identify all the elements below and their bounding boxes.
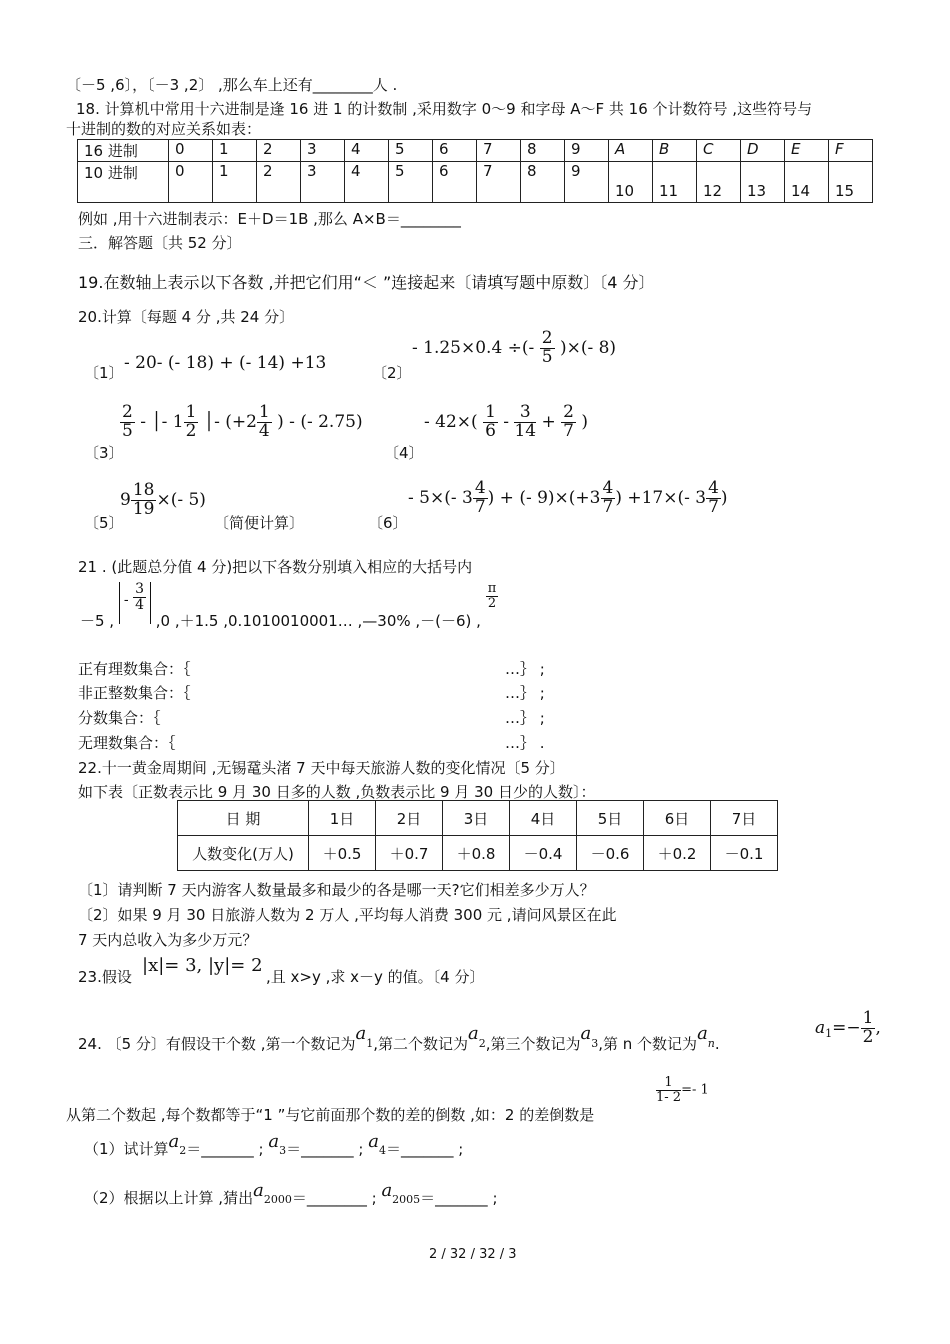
hex-cell: 3 [301, 140, 345, 162]
frac-num: 1 [185, 402, 197, 422]
expr-part: - 1.25×0.4 ÷(- [412, 337, 535, 358]
expr-part: ) +17×(- 3 [615, 487, 707, 508]
var-a: a [580, 1023, 592, 1044]
set-label: 分数集合：｛ [78, 709, 161, 727]
q20-title: 20.计算〔每题 4 分 ,共 24 分〕 [78, 308, 295, 326]
set-label: 正有理数集合：｛ [78, 660, 191, 678]
frac-den: 7 [602, 496, 614, 517]
set-label: 无理数集合：｛ [78, 734, 176, 752]
q24-text: ,第 n 个数记为 [598, 1035, 698, 1053]
tour-header-label: 日 期 [178, 801, 309, 836]
tour-change: ＋0.5 [309, 836, 376, 871]
subscript: 2 [478, 1037, 486, 1050]
hex-cell: 6 [433, 140, 477, 162]
frac-num: 4 [474, 478, 486, 498]
expr-part: 9 [120, 489, 131, 510]
hex-cell: 7 [477, 140, 521, 162]
frac-num: 4 [602, 478, 614, 498]
q22-title: 22.十一黄金周期间 ,无锡鼋头渚 7 天中每天旅游人数的变化情况〔5 分〕 [78, 759, 565, 777]
set-end: …｝ ; [505, 684, 545, 702]
q22-part1: 〔1〕请判断 7 天内游客人数量最多和最少的各是哪一天?它们相差多少万人？ [78, 881, 595, 899]
frac-num: 2 [122, 402, 133, 422]
frac-num: π [487, 581, 497, 596]
hex-cell: A [609, 140, 653, 162]
page-number: 2 / 32 / 32 / 3 [429, 1247, 517, 1262]
dec-cell: 1 [213, 162, 257, 203]
subscript: 4 [378, 1144, 386, 1157]
expr-part: + [541, 411, 556, 432]
tour-change: －0.1 [711, 836, 778, 871]
q21-title: 21 . (此题总分值 4 分)把以下各数分别填入相应的大括号内 [78, 558, 473, 576]
q24-part2 [84, 1180, 498, 1210]
expr-part: ) [581, 411, 589, 432]
frac-den: 4 [258, 420, 270, 441]
frac-den: 7 [474, 496, 486, 517]
frac-num: 1 [862, 1008, 874, 1028]
hex-cell: D [741, 140, 785, 162]
dec-cell: 8 [521, 162, 565, 203]
set-end: …｝ . [505, 734, 545, 752]
hex-cell: 0 [169, 140, 213, 162]
frac-den: 7 [563, 420, 574, 441]
q21-numbers [80, 581, 498, 630]
subscript: 1 [825, 1026, 833, 1040]
hex-cell: B [653, 140, 697, 162]
expr-part: =− [832, 1017, 861, 1038]
tour-day: 1日 [309, 801, 376, 836]
answer-blank[interactable]: ＝_______ ; [186, 1140, 264, 1158]
frac-den: 14 [514, 420, 537, 441]
dec-cell: 4 [345, 162, 389, 203]
frac-den: 2 [185, 420, 197, 441]
frac-den: 5 [122, 420, 133, 441]
expr-part: │- (+2 [203, 411, 257, 432]
dec-cell: 15 [829, 162, 873, 203]
expr-part: =- 1 [681, 1082, 709, 1098]
q24-line2: 从第二个数起 ,每个数都等于“1 ”与它前面那个数的差的倒数 ,如：2 的差倒数是 [66, 1106, 595, 1124]
hex-cell: 9 [565, 140, 609, 162]
var-a: a [468, 1023, 479, 1044]
section-heading: 三．解答题〔共 52 分〕 [78, 234, 242, 252]
q20-expr-4 [424, 404, 588, 441]
dec-cell: 2 [257, 162, 301, 203]
frac-num: 1 [656, 1076, 681, 1091]
subscript: 1 [366, 1037, 374, 1050]
expr-part: , [875, 1017, 881, 1038]
answer-blank[interactable]: ＝_______ ; [385, 1140, 464, 1158]
expr-part: - [123, 592, 129, 608]
q24-text: （2）根据以上计算 ,猜出 [84, 1189, 254, 1207]
var-a: a [355, 1023, 367, 1044]
abs-value [119, 582, 151, 624]
subscript: n [707, 1037, 715, 1050]
dec-cell: 14 [785, 162, 829, 203]
q20-note-5: 〔简便计算〕 [214, 514, 305, 532]
frac-den: 7 [708, 496, 719, 517]
subscript: 2 [179, 1144, 187, 1157]
var-a: a [815, 1017, 826, 1038]
dec-cell: 11 [653, 162, 697, 203]
tour-day: 7日 [711, 801, 778, 836]
hex-cell: C [697, 140, 741, 162]
expr-part: - 42×( [424, 411, 478, 432]
q20-label-6: 〔6〕 [368, 514, 408, 532]
q24-example-frac [656, 1076, 709, 1104]
q20-expr-3 [120, 404, 363, 441]
hex-cell: 4 [345, 140, 389, 162]
dec-cell: 12 [697, 162, 741, 203]
frac-den: 1- 2 [656, 1089, 682, 1105]
hex-table [77, 139, 873, 203]
hex-row-label: 16 进制 [78, 140, 169, 162]
expr-part: - [503, 411, 510, 432]
dec-cell: 10 [609, 162, 653, 203]
var-a: a [381, 1180, 393, 1201]
carryover-line: 〔－5 ,6〕，〔－3 ,2〕 ,那么车上还有________人 . [66, 76, 398, 94]
dec-cell: 6 [433, 162, 477, 203]
expr-part: - │- 1 [140, 411, 184, 432]
tour-change: －0.6 [577, 836, 644, 871]
dec-cell: 13 [741, 162, 785, 203]
q24-part1 [84, 1131, 464, 1161]
q24-a1-def [815, 1010, 881, 1047]
set-end: …｝ ; [505, 660, 545, 678]
q23-lead: 23.假设 [78, 968, 132, 986]
frac-num: 3 [514, 404, 536, 423]
number-list: ,0 ,＋1.5 ,0.1010010001… ,—30% ,－(－6) , [155, 612, 481, 630]
answer-blank[interactable]: ＝_______ ; [286, 1140, 364, 1158]
var-a: a [368, 1131, 379, 1152]
q20-expr-2 [412, 330, 616, 367]
q18-intro-line2: 十进制的数的对应关系如表： [66, 120, 262, 138]
hex-cell: 8 [521, 140, 565, 162]
tour-day: 3日 [443, 801, 510, 836]
frac-den: 19 [132, 498, 155, 519]
frac-den: 6 [485, 420, 496, 441]
tour-change: ＋0.8 [443, 836, 510, 871]
var-a: a [268, 1131, 280, 1152]
frac-num: 1 [485, 402, 496, 422]
q20-label-2: 〔2〕 [372, 364, 412, 382]
expr-part: ) [720, 487, 728, 508]
q20-label-1: 〔1〕 [84, 364, 124, 382]
subscript: 2000 [263, 1193, 292, 1206]
hex-cell: 1 [213, 140, 257, 162]
q23-condition: |x|= 3, |y|= 2 [142, 955, 263, 976]
dec-cell: 9 [565, 162, 609, 203]
hex-cell: F [829, 140, 873, 162]
q23-rest: ,且 x>y ,求 x－y 的值。〔4 分〕 [266, 968, 485, 986]
frac-den: 4 [135, 596, 144, 613]
q20-expr-6 [408, 480, 728, 517]
q19-text: 19.在数轴上表示以下各数 ,并把它们用“＜ ”连接起来〔请填写题中原数〕〔4 分〕 [78, 273, 655, 292]
dec-cell: 5 [389, 162, 433, 203]
q24-line1: 24. 〔5 分〕有假设干个数 ,第一个数记为$a_1$,第二个数记为$a_2$,第三个数记为$a_3$,第 n 个数记为$a_n$. [78, 1023, 720, 1053]
frac-num: 1 [258, 402, 270, 422]
subscript: 3 [279, 1144, 287, 1157]
q22-part3: 7 天内总收入为多少万元？ [78, 931, 258, 949]
hex-cell: 2 [257, 140, 301, 162]
frac-den: 5 [541, 346, 553, 367]
tour-day: 4日 [510, 801, 577, 836]
var-a: a [253, 1180, 264, 1201]
frac-den: 2 [487, 595, 497, 611]
expr-part: )×(- 8) [559, 337, 617, 358]
answer-blank[interactable]: ＝________ ; [291, 1189, 377, 1207]
hex-cell: 5 [389, 140, 433, 162]
q18-intro-line1: 18. 计算机中常用十六进制是逢 16 进 1 的计数制 ,采用数字 0～9 和字母 A～F 共 16 个计数符号 ,这些符号与 [76, 100, 813, 118]
subscript: 3 [591, 1037, 599, 1050]
tour-day: 5日 [577, 801, 644, 836]
var-a: a [697, 1023, 708, 1044]
var-a: a [168, 1131, 180, 1152]
q20-expr-5 [120, 482, 206, 519]
q24-text: ,第三个数记为 [485, 1035, 581, 1053]
q24-text: （1）试计算 [84, 1140, 169, 1158]
set-end: …｝ ; [505, 709, 545, 727]
tour-day: 2日 [376, 801, 443, 836]
dec-cell: 3 [301, 162, 345, 203]
tourism-table [177, 800, 778, 871]
expr-part: ) - (- 2.75) [277, 411, 363, 432]
expr-part: - 5×(- 3 [408, 487, 473, 508]
frac-num: 4 [708, 478, 719, 498]
frac-num: 2 [563, 402, 574, 422]
tour-row-label: 人数变化(万人) [178, 836, 309, 871]
tour-change: －0.4 [510, 836, 577, 871]
dec-row-label: 10 进制 [78, 162, 169, 203]
q20-expr-1: - 20- (- 18) + (- 14) +13 [124, 353, 327, 373]
expr-part: ) + (- 9)×(+3 [487, 487, 601, 508]
number-item: －5 , [80, 612, 115, 630]
tour-change: ＋0.7 [376, 836, 443, 871]
q24-text: ,第二个数记为 [373, 1035, 468, 1053]
q22-part2: 〔2〕如果 9 月 30 日旅游人数为 2 万人 ,平均每人消费 300 元 ,请问风景区在此 [78, 906, 617, 924]
expr-part: ×(- 5) [156, 489, 206, 510]
subscript: 2005 [392, 1193, 421, 1206]
tour-change: ＋0.2 [644, 836, 711, 871]
answer-blank[interactable]: ＝_______ ; [420, 1189, 498, 1207]
dec-cell: 7 [477, 162, 521, 203]
q20-label-4: 〔4〕 [384, 444, 424, 462]
frac-num: 2 [541, 328, 553, 348]
q22-intro: 如下表〔正数表示比 9 月 30 日多的人数 ,负数表示比 9 月 30 日少的人数〕： [78, 783, 596, 801]
hex-cell: E [785, 140, 829, 162]
frac-num: 18 [132, 480, 155, 500]
tour-day: 6日 [644, 801, 711, 836]
frac-num: 3 [135, 581, 144, 597]
set-label: 非正整数集合：｛ [78, 684, 191, 702]
q20-label-5: 〔5〕 [84, 514, 124, 532]
q20-label-3: 〔3〕 [84, 444, 124, 462]
q24-text: 24. 〔5 分〕有假设干个数 ,第一个数记为 [78, 1035, 356, 1053]
dec-cell: 0 [169, 162, 213, 203]
q18-example: 例如 ,用十六进制表示：E＋D＝1B ,那么 A×B＝________ [78, 210, 461, 228]
frac-den: 2 [862, 1026, 874, 1047]
